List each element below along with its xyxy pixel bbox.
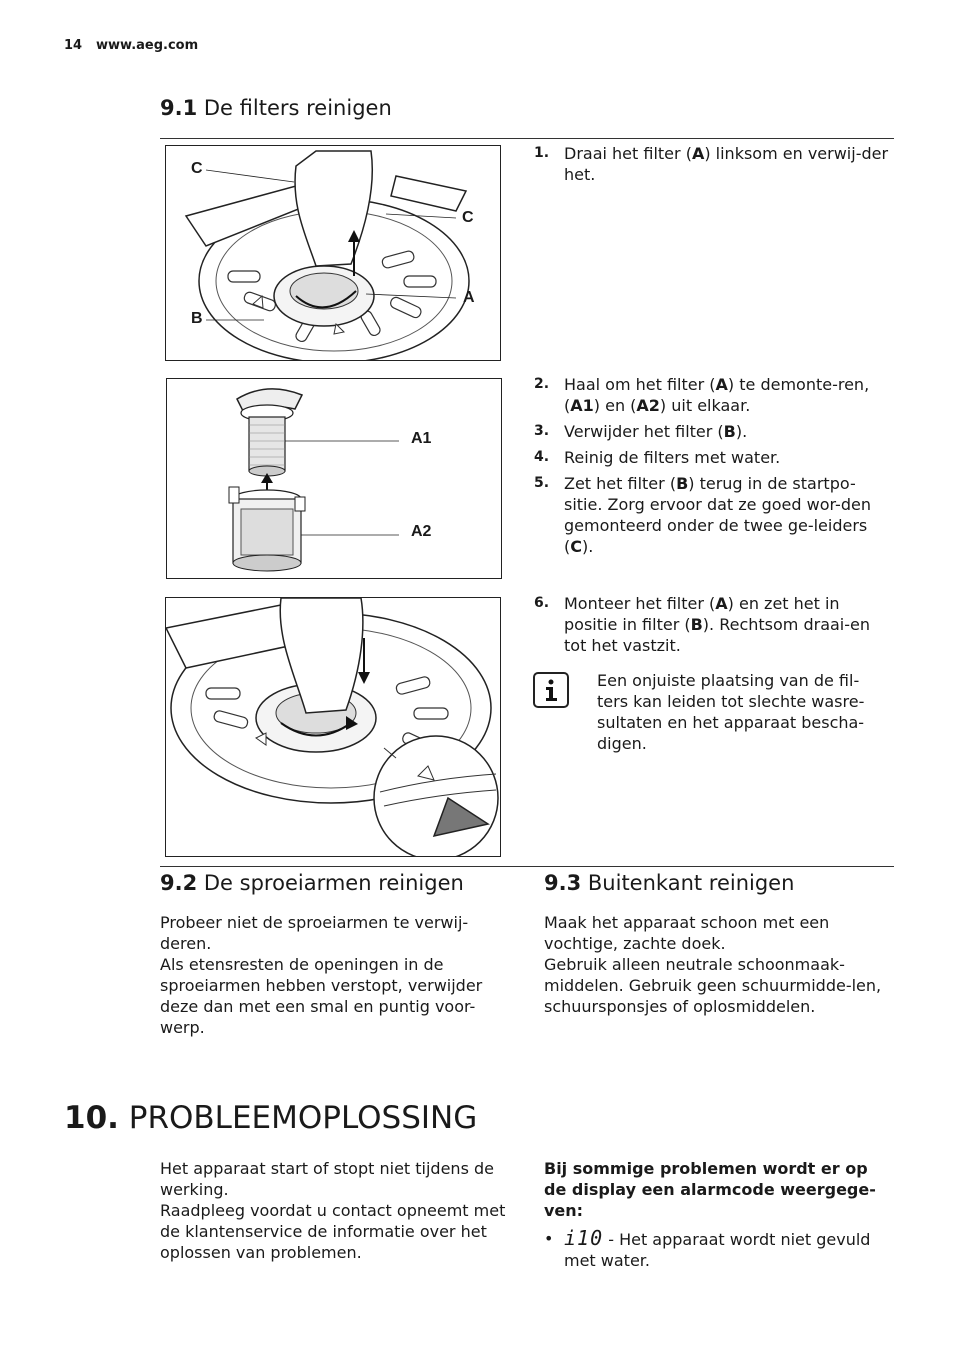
section-number: 9.1 xyxy=(160,96,198,120)
step-item: 4. Reinig de filters met water. xyxy=(534,448,781,467)
step-item: 2. Haal om het filter (A) te demonte-ren, (A1) en (A2) uit elkaar. xyxy=(534,375,870,415)
website-url: www.aeg.com xyxy=(96,38,199,53)
paragraph: Maak het apparaat schoon met een vochtige, zachte doek. xyxy=(544,913,830,953)
paragraph: Het apparaat start of stopt niet tijdens de werking. xyxy=(160,1159,494,1199)
paragraph: Raadpleeg voordat u contact opneemt met de klantenservice de informatie over het oplossen van problemen. xyxy=(160,1201,506,1262)
step-list-2 xyxy=(534,374,889,562)
label-a: A xyxy=(463,289,475,306)
filter-removal-illustration xyxy=(166,146,500,360)
section-9-2-body xyxy=(160,912,510,1038)
label-a2: A2 xyxy=(411,523,432,540)
step-item: 5. Zet het filter (B) terug in de startpo-sitie. Zorg ervoor dat ze goed wor-den gemonteerd onder de twee ge-leiders (C). xyxy=(534,474,871,556)
step-list-3 xyxy=(534,593,889,661)
filter-removal-figure xyxy=(165,145,501,361)
filter-parts-illustration xyxy=(167,379,501,578)
section-9-1-heading xyxy=(160,96,392,120)
paragraph: Gebruik alleen neutrale schoonmaak-middelen. Gebruik geen schuurmidde-len, schuursponsjes of oplosmiddelen. xyxy=(544,955,882,1016)
filter-install-figure xyxy=(165,597,501,857)
section-9-2-heading: 9.2 De sproeiarmen reinigen xyxy=(160,871,464,895)
section-rule xyxy=(160,866,894,867)
alarm-code: i10 xyxy=(564,1226,604,1250)
filter-parts-figure xyxy=(166,378,502,579)
bullet-icon: • xyxy=(544,1229,554,1248)
alarm-code-intro: Bij sommige problemen wordt er op de display een alarmcode weergege-ven: xyxy=(544,1159,876,1220)
info-note-text: Een onjuiste plaatsing van de fil-ters kan leiden tot slechte wasre-sultaten en het apparaat bescha-digen. xyxy=(597,671,865,753)
paragraph: Als etensresten de openingen in de sproeiarmen hebben verstopt, verwijder deze dan met een smal en puntig voor-werp. xyxy=(160,955,483,1037)
label-c-left: C xyxy=(191,160,203,177)
section-rule xyxy=(160,138,894,139)
step-item: 6. Monteer het filter (A) en zet het in positie in filter (B). Rechtsom draai-en tot het vastzit. xyxy=(534,594,871,655)
filter-install-illustration xyxy=(166,598,500,856)
alarm-code-description: - Het apparaat wordt niet gevuld met water. xyxy=(564,1230,871,1270)
step-item: 3. Verwijder het filter (B). xyxy=(534,422,748,441)
section-title: De filters reinigen xyxy=(203,96,392,120)
alarm-code-item xyxy=(544,1228,904,1271)
info-icon xyxy=(533,672,569,708)
label-c-right: C xyxy=(462,209,474,226)
step-list-1 xyxy=(534,143,889,190)
chapter-10-intro xyxy=(160,1158,515,1263)
section-9-3-body xyxy=(544,912,884,1017)
label-a1: A1 xyxy=(411,430,432,447)
section-9-3-heading: 9.3 Buitenkant reinigen xyxy=(544,871,795,895)
label-b: B xyxy=(191,310,203,327)
chapter-10-heading: 10. PROBLEEMOPLOSSING xyxy=(64,1100,478,1136)
step-item: 1. Draai het filter (A) linksom en verwij-der het. xyxy=(534,144,889,184)
paragraph: Probeer niet de sproeiarmen te verwij-deren. xyxy=(160,913,469,953)
page-number: 14 xyxy=(64,38,83,53)
